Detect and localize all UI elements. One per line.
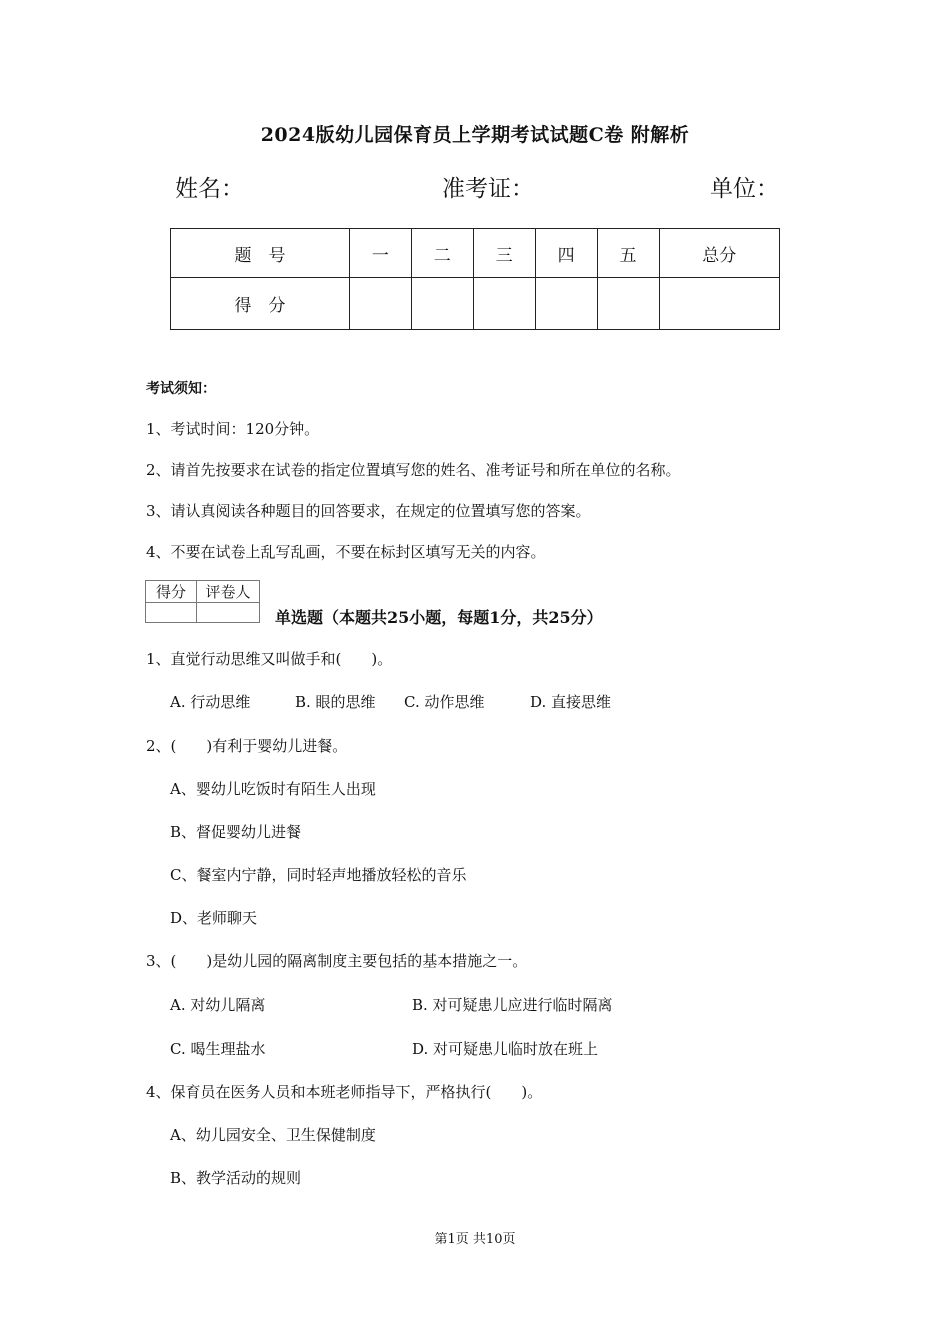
notice-item: 2、请首先按要求在试卷的指定位置填写您的姓名、准考证号和所在单位的名称。	[146, 461, 681, 479]
question-stem: 3、( )是幼儿园的隔离制度主要包括的基本措施之一。	[146, 952, 528, 970]
option-b[interactable]: B. 眼的思维	[295, 693, 376, 711]
name-field-label: 姓名：	[175, 176, 244, 202]
score-cell[interactable]	[659, 278, 779, 330]
option-a[interactable]: A. 对幼儿隔离	[170, 996, 266, 1014]
unit-field-label: 单位：	[710, 176, 779, 202]
option-c[interactable]: C、餐室内宁静，同时轻声地播放轻松的音乐	[170, 866, 467, 884]
grader-score-label: 得分	[146, 581, 197, 603]
option-d[interactable]: D、老师聊天	[170, 909, 258, 927]
option-a[interactable]: A. 行动思维	[170, 693, 251, 711]
notice-item: 4、不要在试卷上乱写乱画，不要在标封区填写无关的内容。	[146, 543, 546, 561]
notice-item: 1、考试时间：120分钟。	[146, 420, 320, 438]
score-row-label: 得 分	[171, 278, 350, 330]
score-header-cell: 二	[411, 229, 473, 278]
grader-score-cell[interactable]	[146, 603, 197, 623]
score-header-cell: 题 号	[171, 229, 350, 278]
grader-box	[145, 580, 260, 623]
question-stem: 4、保育员在医务人员和本班老师指导下，严格执行( )。	[146, 1083, 543, 1101]
question-stem: 2、( )有利于婴幼儿进餐。	[146, 737, 348, 755]
score-table-score-row	[171, 278, 780, 330]
option-a[interactable]: A、幼儿园安全、卫生保健制度	[170, 1126, 376, 1144]
section-title: 单选题（本题共25小题，每题1分，共25分）	[275, 608, 603, 627]
score-table	[170, 228, 780, 330]
score-table-header-row	[171, 229, 780, 278]
score-header-cell: 一	[349, 229, 411, 278]
score-header-cell: 四	[535, 229, 597, 278]
question-stem: 1、直觉行动思维又叫做手和( )。	[146, 650, 393, 668]
score-cell[interactable]	[597, 278, 659, 330]
grader-reviewer-cell[interactable]	[197, 603, 260, 623]
page-footer: 第1页 共10页	[434, 1232, 516, 1247]
notice-item: 3、请认真阅读各种题目的回答要求，在规定的位置填写您的答案。	[146, 502, 591, 520]
option-a[interactable]: A、婴幼儿吃饭时有陌生人出现	[170, 780, 376, 798]
score-cell[interactable]	[535, 278, 597, 330]
score-header-cell: 总分	[659, 229, 779, 278]
page-title: 2024版幼儿园保育员上学期考试试题C卷 附解析	[260, 124, 690, 146]
option-c[interactable]: C. 喝生理盐水	[170, 1040, 266, 1058]
score-cell[interactable]	[473, 278, 535, 330]
grader-reviewer-label: 评卷人	[197, 581, 260, 603]
option-d[interactable]: D. 直接思维	[530, 693, 612, 711]
score-cell[interactable]	[349, 278, 411, 330]
option-b[interactable]: B. 对可疑患儿应进行临时隔离	[412, 996, 613, 1014]
score-header-cell: 三	[473, 229, 535, 278]
notice-heading: 考试须知：	[146, 381, 216, 397]
exam-id-field-label: 准考证：	[442, 176, 534, 202]
option-c[interactable]: C. 动作思维	[404, 693, 485, 711]
option-b[interactable]: B、督促婴幼儿进餐	[170, 823, 302, 841]
score-header-cell: 五	[597, 229, 659, 278]
option-d[interactable]: D. 对可疑患儿临时放在班上	[412, 1040, 599, 1058]
score-cell[interactable]	[411, 278, 473, 330]
option-b[interactable]: B、教学活动的规则	[170, 1169, 302, 1187]
